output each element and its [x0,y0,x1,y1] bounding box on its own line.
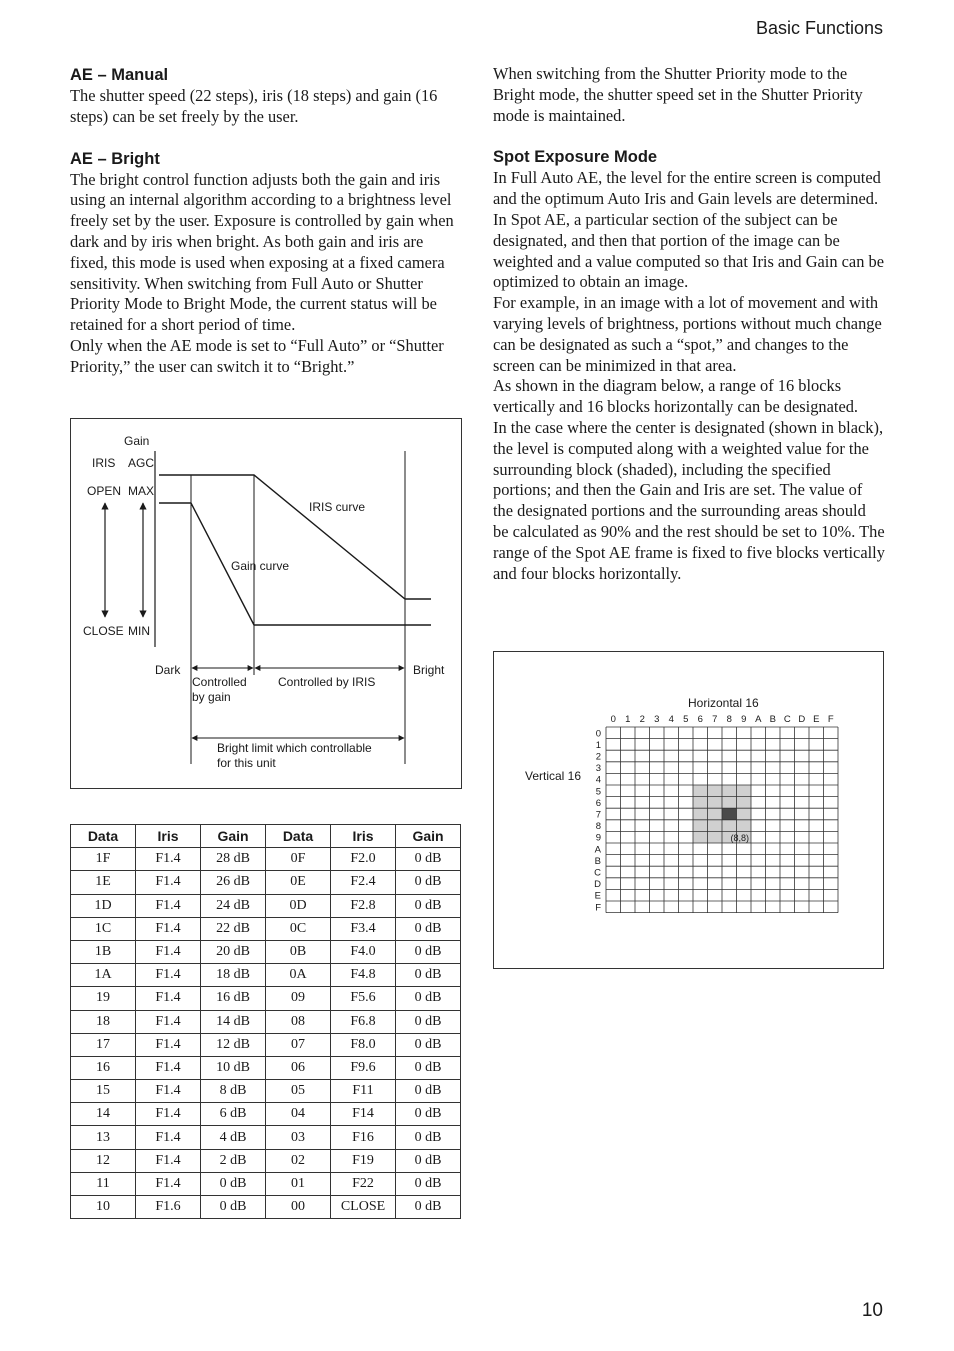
table-cell: 17 [71,1033,136,1056]
table-cell: 0 dB [396,917,461,940]
page-number: 10 [861,1300,883,1321]
grid-column-label: 4 [668,714,674,725]
table-cell: 0 dB [201,1196,266,1219]
table-row [71,1010,461,1033]
grid-column-label: 0 [610,714,616,725]
spot-ae-diagram [493,651,884,969]
gain-label: Gain [124,434,150,448]
table-cell: F9.6 [331,1056,396,1079]
table-cell: F1.4 [136,871,201,894]
table-cell: F1.4 [136,987,201,1010]
grid-column-label: C [783,714,791,725]
grid-column-label: 9 [741,714,747,725]
table-row [71,987,461,1010]
spot-exposure-heading: Spot Exposure Mode [493,148,658,167]
table-cell: 12 dB [201,1033,266,1056]
table-cell: 0 dB [396,1033,461,1056]
table-cell: F4.8 [331,964,396,987]
table-cell: F1.4 [136,1126,201,1149]
table-cell: 0 dB [396,1196,461,1219]
table-cell: 26 dB [201,871,266,894]
iris-label: IRIS [92,456,116,470]
column-header: Gain [201,825,266,848]
table-cell: F4.0 [331,940,396,963]
grid-column-label: 3 [654,714,660,725]
table-cell: F1.4 [136,1172,201,1195]
table-cell: 4 dB [201,1126,266,1149]
vertical-16-label: Vertical 16 [525,769,582,783]
gain-curve-line [159,503,431,625]
table-cell: 02 [266,1149,331,1172]
table-row [71,940,461,963]
table-row [71,1080,461,1103]
bright-limit-label: Bright limit which controllable [217,741,372,755]
grid-row-label: E [594,890,601,902]
column-header: Iris [331,825,396,848]
spot-ae-grid [494,652,885,970]
grid-row-label: 1 [595,739,601,751]
grid-row-label: 8 [595,821,601,833]
table-cell: F8.0 [331,1033,396,1056]
table-cell: 16 [71,1056,136,1079]
table-cell: F19 [331,1149,396,1172]
table-cell: F2.0 [331,848,396,871]
close-label: CLOSE [83,624,124,638]
table-cell: 1D [71,894,136,917]
controlled-by-gain-label: Controlled [192,675,247,689]
grid-column-label: E [813,714,820,725]
grid-row-label: F [595,902,601,914]
table-cell: 06 [266,1056,331,1079]
shutter-priority-paragraph: When switching from the Shutter Priority mode to the Bright mode, the shutter speed set in the Shutter Priority mode is maintained. [493,64,863,125]
table-cell: 0 dB [396,848,461,871]
bright-limit-label: for this unit [217,756,276,770]
bright-mode-graph [71,419,463,790]
table-cell: 0A [266,964,331,987]
table-cell: F22 [331,1172,396,1195]
table-cell: F1.4 [136,1033,201,1056]
grid-row-label: D [594,879,601,891]
controlled-by-gain-label: by gain [192,690,231,704]
grid-column-label: B [769,714,776,725]
ae-manual-heading: AE – Manual [70,66,169,84]
right-column [493,64,885,584]
grid-column-label: A [755,714,762,725]
table-row [71,1196,461,1219]
table-cell: F1.4 [136,848,201,871]
table-cell: 8 dB [201,1080,266,1103]
table-cell: 1C [71,917,136,940]
table-row [71,1056,461,1079]
table-cell: 1B [71,940,136,963]
table-cell: 13 [71,1126,136,1149]
grid-row-label: C [594,867,601,879]
table-row [71,1172,461,1195]
dark-label: Dark [155,663,181,677]
table-cell: F6.8 [331,1010,396,1033]
ae-bright-heading: AE – Bright [70,149,160,168]
open-label: OPEN [87,484,122,498]
table-cell: 28 dB [201,848,266,871]
spot-exposure-paragraph: In Full Auto AE, the level for the entire screen is computed and the optimum Auto Iris and Gain levels are determined. In Spot AE, a particular section of the subject can be designated, and then that portion of the image can be weighted and a value computed so that Iris and Gain can be optimized to obtain an image. [493,168,884,292]
table-cell: F2.8 [331,894,396,917]
ae-bright-paragraph: Only when the AE mode is set to “Full Auto” or “Shutter Priority,” the user can switch it to “Bright.” [70,335,444,376]
grid-column-label: 2 [639,714,645,725]
table-cell: F1.4 [136,964,201,987]
table-cell: 1F [71,848,136,871]
horizontal-16-label: Horizontal 16 [688,696,759,710]
grid-row-label: B [594,855,601,867]
table-cell: F1.4 [136,1080,201,1103]
table-cell: 0 dB [396,1103,461,1126]
table-cell: 08 [266,1010,331,1033]
table-cell: 05 [266,1080,331,1103]
table-cell: 0B [266,940,331,963]
table-cell: 18 dB [201,964,266,987]
table-cell: F1.4 [136,1010,201,1033]
spot-exposure-paragraph: In the case where the center is designated (shown in black), the level is computed along with a weighted value for the surrounding block (shaded), including the specified portions; and then the Gain and Iris are set. The value of the designated portions and the surrounding areas should be calculated as 90% and the rest should be set to 10%. The range of the Spot AE frame is fixed to five blocks vertically and four blocks horizontally. [493,417,885,583]
table-cell: 09 [266,987,331,1010]
table-cell: F11 [331,1080,396,1103]
table-row [71,964,461,987]
table-cell: F1.4 [136,894,201,917]
agc-label: AGC [128,456,155,470]
column-header: Gain [396,825,461,848]
bright-label: Bright [413,663,445,677]
spot-exposure-paragraph: For example, in an image with a lot of movement and with varying levels of brightness, portions without much change can be designated as such a “spot,” and changes to the screen can be minimized in that area. [493,293,882,375]
spot-coordinate-label: (8,8) [730,833,749,843]
table-cell: 0 dB [396,964,461,987]
grid-row-label: 3 [595,763,601,775]
table-cell: 0 dB [396,1126,461,1149]
table-cell: 0D [266,894,331,917]
section-title: Basic Functions [755,18,883,38]
table-cell: F1.4 [136,1103,201,1126]
table-cell: 1E [71,871,136,894]
table-header-row [71,825,461,848]
table-row [71,848,461,871]
table-cell: 22 dB [201,917,266,940]
table-cell: 0 dB [396,871,461,894]
max-label: MAX [128,484,155,498]
table-row [71,1033,461,1056]
grid-column-label: 1 [625,714,631,725]
ae-bright-paragraph: The bright control function adjusts both the gain and iris using an internal algorithm according to a brightness level freely set by the user. Exposure is controlled by gain when dark and by iris when bright. As both gain and iris are fixed, this mode is used when exposing at a fixed camera sensitivity. When switching from Full Auto or Shutter Priority Mode to Bright Mode, the current status will be retained for a short period of time. [70,169,454,335]
table-cell: CLOSE [331,1196,396,1219]
table-cell: F1.4 [136,1056,201,1079]
table-cell: 19 [71,987,136,1010]
table-cell: 14 dB [201,1010,266,1033]
grid-row-label: 9 [595,832,601,844]
table-row [71,1126,461,1149]
table-cell: 0 dB [396,940,461,963]
table-cell: 18 [71,1010,136,1033]
table-row [71,917,461,940]
grid-row-label: 0 [595,728,601,740]
grid-column-label: 6 [697,714,703,725]
grid-column-label: F [827,714,834,725]
column-header: Data [266,825,331,848]
table-cell: F1.4 [136,917,201,940]
table-cell: F16 [331,1126,396,1149]
table-cell: 0 dB [396,1149,461,1172]
table-cell: 07 [266,1033,331,1056]
table-cell: 0 dB [396,987,461,1010]
table-cell: F1.6 [136,1196,201,1219]
table-cell: 20 dB [201,940,266,963]
iris-gain-table [70,824,461,1219]
table-row [71,1103,461,1126]
spot-exposure-paragraph: As shown in the diagram below, a range of 16 blocks vertically and 16 blocks horizontally can be designated. [493,376,859,417]
table-row [71,1149,461,1172]
table-cell: 24 dB [201,894,266,917]
table-row [71,894,461,917]
left-column [70,64,465,378]
table-cell: 0C [266,917,331,940]
table-cell: 04 [266,1103,331,1126]
table-cell: 16 dB [201,987,266,1010]
table-cell: 0E [266,871,331,894]
grid-column-label: D [798,714,806,725]
grid-row-label: 2 [595,751,601,763]
iris-curve-label: IRIS curve [309,500,366,514]
bright-mode-diagram [70,418,462,789]
grid-column-label: 7 [712,714,718,725]
table-cell: 0 dB [396,1056,461,1079]
column-header: Iris [136,825,201,848]
table-cell: 10 dB [201,1056,266,1079]
table-cell: 1A [71,964,136,987]
iris-curve-line [159,475,431,599]
grid-row-label: 6 [595,797,601,809]
table-cell: 2 dB [201,1149,266,1172]
table-cell: 0 dB [396,1080,461,1103]
table-cell: F5.6 [331,987,396,1010]
grid-row-label: 7 [595,809,601,821]
table-cell: 11 [71,1172,136,1195]
table-cell: F14 [331,1103,396,1126]
ae-manual-paragraph: The shutter speed (22 steps), iris (18 steps) and gain (16 steps) can be set freely by the user. [70,86,438,126]
controlled-by-iris-label: Controlled by IRIS [278,675,376,689]
table-cell: 12 [71,1149,136,1172]
table-cell: 03 [266,1126,331,1149]
table-cell: 6 dB [201,1103,266,1126]
table-cell: F2.4 [331,871,396,894]
table-cell: F1.4 [136,940,201,963]
table-cell: 0 dB [396,894,461,917]
designated-center-block [722,808,737,820]
table-cell: 0 dB [396,1172,461,1195]
gain-curve-label: Gain curve [231,559,290,573]
table-cell: 0 dB [201,1172,266,1195]
grid-row-label: 4 [595,774,601,786]
column-header: Data [71,825,136,848]
table-cell: 10 [71,1196,136,1219]
table-row [71,871,461,894]
table-cell: 14 [71,1103,136,1126]
table-cell: 01 [266,1172,331,1195]
table-cell: F1.4 [136,1149,201,1172]
table-cell: 15 [71,1080,136,1103]
table-cell: 0 dB [396,1010,461,1033]
table-cell: 00 [266,1196,331,1219]
grid-column-label: 8 [726,714,732,725]
grid-row-label: A [594,844,601,856]
min-label: MIN [128,624,150,638]
grid-column-label: 5 [683,714,689,725]
table-cell: F3.4 [331,917,396,940]
table-cell: 0F [266,848,331,871]
grid-row-label: 5 [595,786,601,798]
